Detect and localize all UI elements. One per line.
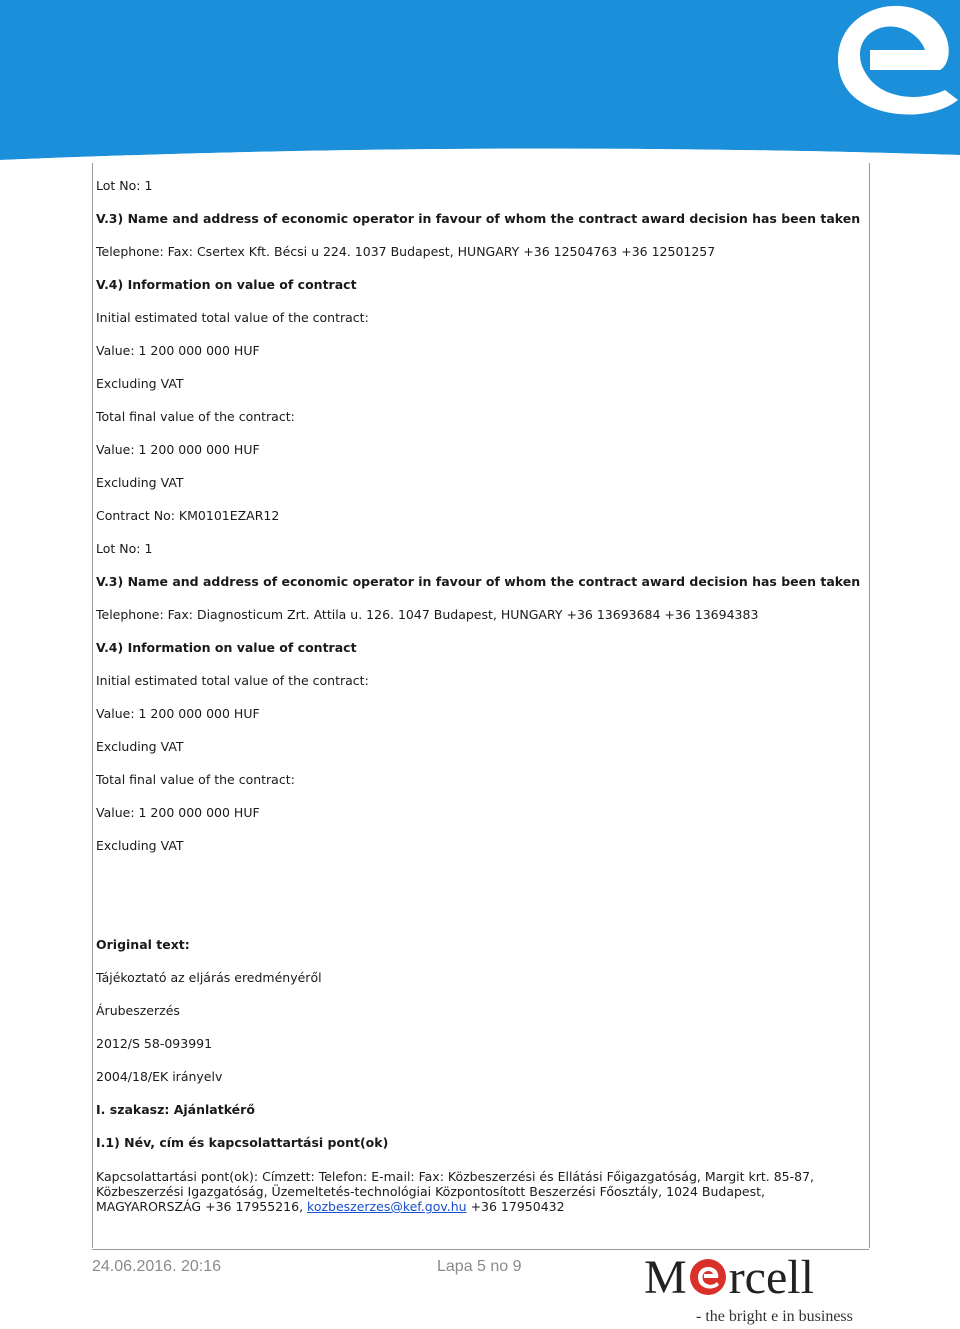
original-line: 2004/18/EK irányelv — [96, 1069, 223, 1084]
value-amount: Value: 1 200 000 000 HUF — [96, 442, 260, 457]
value-amount: Value: 1 200 000 000 HUF — [96, 805, 260, 820]
lot-no: Lot No: 1 — [96, 178, 153, 193]
original-line: Tájékoztató az eljárás eredményéről — [96, 970, 322, 985]
footer-divider — [92, 1249, 869, 1250]
contract-no: Contract No: KM0101EZAR12 — [96, 508, 280, 523]
logo-letter-m: M — [644, 1251, 687, 1304]
value-label: Initial estimated total value of the contract: — [96, 310, 369, 325]
section-heading: V.3) Name and address of economic operator in favour of whom the contract award decision has been taken — [96, 574, 861, 589]
value-amount: Value: 1 200 000 000 HUF — [96, 706, 260, 721]
section-heading: V.4) Information on value of contract — [96, 640, 357, 655]
value-amount: Value: 1 200 000 000 HUF — [96, 343, 260, 358]
contact-text: Kapcsolattartási pont(ok): Címzett: Telefon: E-mail: Fax: Közbeszerzési és Ellátási Főigazgatóság, Margit krt. 85-87, Közbeszerzési Igazgatóság, Üzemeltetés-technológiai Központosított Beszerzési Főosztály, 1024 Budapest, MAGYARORSZÁG +36 17955216, — [96, 1169, 814, 1214]
value-label: Total final value of the contract: — [96, 772, 295, 787]
footer-page-number: Lapa 5 no 9 — [437, 1258, 522, 1275]
vat-note: Excluding VAT — [96, 739, 184, 754]
contact-paragraph — [96, 1169, 866, 1214]
marcell-logo — [640, 1252, 870, 1329]
original-section-heading: I. szakasz: Ajánlatkérő — [96, 1102, 255, 1117]
lot-no: Lot No: 1 — [96, 541, 153, 556]
value-label: Initial estimated total value of the contract: — [96, 673, 369, 688]
header-banner — [0, 0, 960, 165]
vat-note: Excluding VAT — [96, 838, 184, 853]
footer-date: 24.06.2016. 20:16 — [92, 1258, 222, 1275]
logo-tagline: - the bright e in business — [696, 1308, 853, 1325]
contact-phone: +36 17950432 — [466, 1199, 565, 1214]
section-heading: V.4) Information on value of contract — [96, 277, 357, 292]
vat-note: Excluding VAT — [96, 475, 184, 490]
operator-address: Telephone: Fax: Csertex Kft. Bécsi u 224. 1037 Budapest, HUNGARY +36 12504763 +36 12501257 — [96, 244, 716, 259]
operator-address: Telephone: Fax: Diagnosticum Zrt. Attila u. 126. 1047 Budapest, HUNGARY +36 13693684 +36 13694383 — [96, 607, 759, 622]
email-link[interactable]: kozbeszerzes@kef.gov.hu — [307, 1199, 467, 1214]
original-line: Árubeszerzés — [96, 1003, 180, 1018]
section-heading: V.3) Name and address of economic operator in favour of whom the contract award decision has been taken — [96, 211, 861, 226]
original-text-heading: Original text: — [96, 937, 190, 952]
original-line: 2012/S 58-093991 — [96, 1036, 213, 1051]
logo-text: rcell — [728, 1251, 814, 1304]
value-label: Total final value of the contract: — [96, 409, 295, 424]
logo-e-icon — [688, 1257, 728, 1297]
vat-note: Excluding VAT — [96, 376, 184, 391]
original-section-heading: I.1) Név, cím és kapcsolattartási pont(ok) — [96, 1135, 389, 1150]
